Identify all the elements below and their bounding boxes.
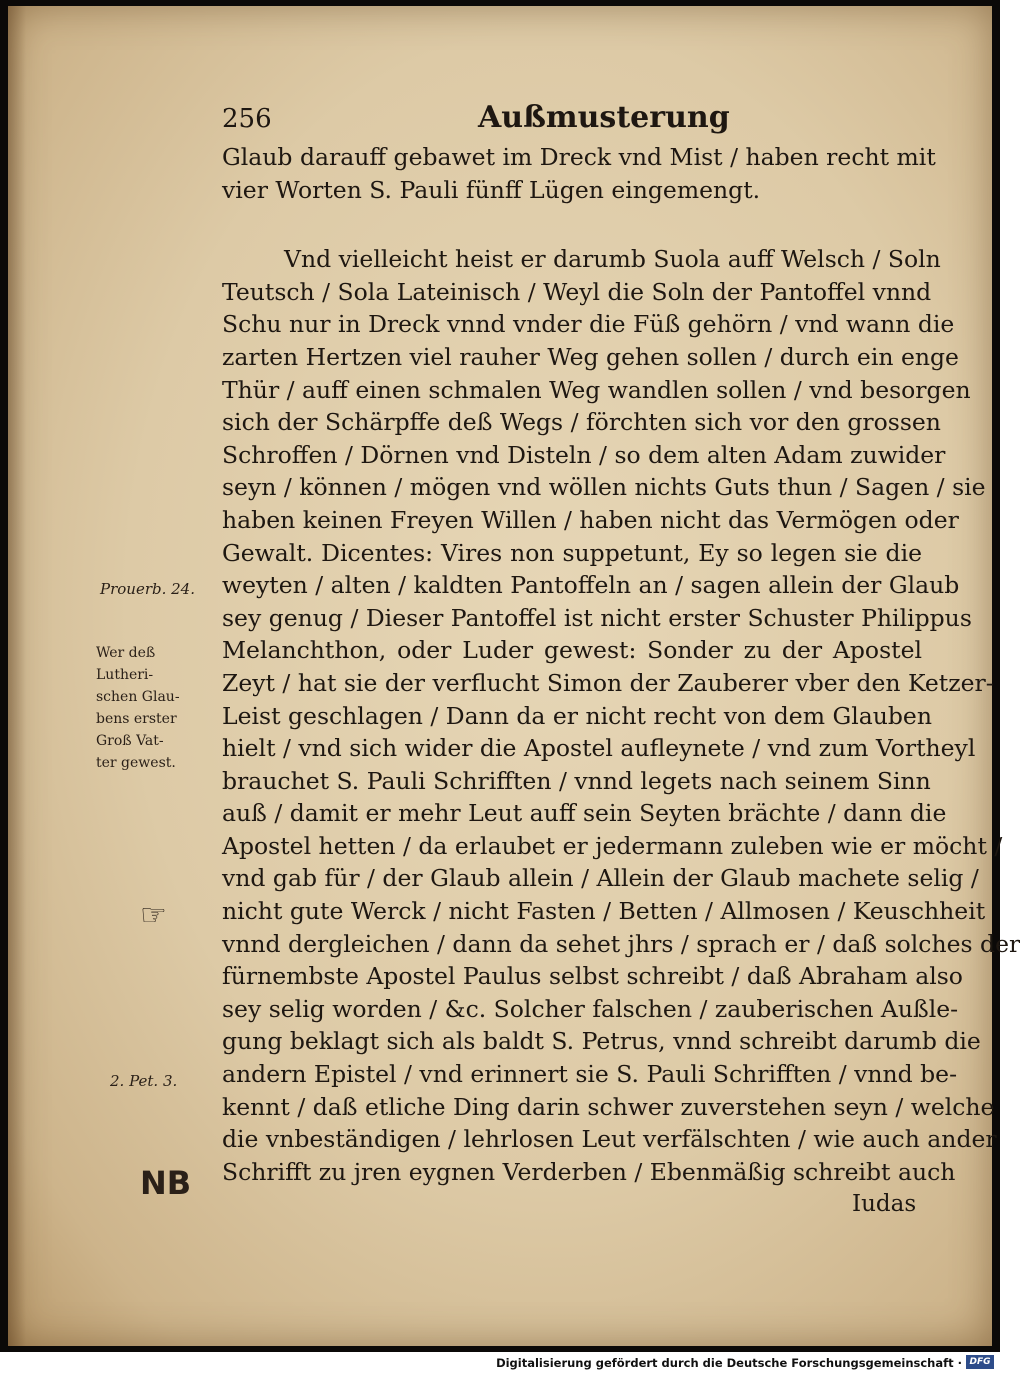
digitization-footer	[0, 1352, 1000, 1374]
text-line: sey genug / Dieser Pantoffel ist nicht erster Schuster Philippus	[222, 603, 972, 632]
dfg-logo-icon: DFG	[966, 1355, 994, 1369]
text-line: vnd gab für / der Glaub allein / Allein der Glaub machete selig /	[222, 864, 979, 893]
text-line: sey selig worden / &c. Solcher falschen / zauberischen Außle-	[222, 994, 959, 1023]
text-line: seyn / können / mögen vnd wöllen nichts Guts thun / Sagen / sie	[222, 473, 986, 502]
text-line: Gewalt. Dicentes: Vires non suppetunt, Ey so legen sie die	[222, 538, 922, 567]
text-line: gung beklagt sich als baldt S. Petrus, vnnd schreibt darumb die	[222, 1027, 981, 1056]
text-line: die vnbeständigen / lehrlosen Leut verfälschten / wie auch ander	[222, 1125, 997, 1154]
marginal-note-line: Groß Vat-	[96, 733, 164, 749]
text-line: Schrifft zu jren eygnen Verderben / Ebenmäßig schreibt auch	[222, 1157, 956, 1186]
text-line: vnnd dergleichen / dann da sehet jhrs / sprach er / daß solches der	[222, 929, 1020, 958]
text-line: auß / damit er mehr Leut auff sein Seyten brächte / dann die	[222, 799, 947, 828]
text-line: vier Worten S. Pauli fünff Lügen eingemengt.	[222, 175, 761, 204]
nota-bene-mark: NB	[140, 1164, 192, 1202]
text-line: Thür / auff einen schmalen Weg wandlen sollen / vnd besorgen	[222, 375, 971, 404]
text-line: hielt / vnd sich wider die Apostel aufleynete / vnd zum Vortheyl	[222, 734, 976, 763]
text-line: brauchet S. Pauli Schrifften / vnnd legets nach seinem Sinn	[222, 766, 931, 795]
text-line: Glaub darauff gebawet im Dreck vnd Mist / haben recht mit	[222, 143, 936, 171]
text-line: weyten / alten / kaldten Pantoffeln an / sagen allein der Glaub	[222, 571, 960, 600]
text-line: fürnembste Apostel Paulus selbst schreibt / daß Abraham also	[222, 962, 963, 991]
text-line: Schu nur in Dreck vnnd vnder die Füß gehörn / vnd wann die	[222, 310, 955, 339]
marginal-note	[96, 642, 208, 774]
text-line: sich der Schärpffe deß Wegs / förchten sich vor den grossen	[222, 408, 941, 437]
marginal-reference-proverbs: Prouerb. 24.	[100, 580, 195, 598]
marginal-note-line: Wer deß	[96, 645, 156, 661]
funding-credit: Digitalisierung gefördert durch die Deutsche Forschungsgemeinschaft ·	[496, 1356, 962, 1370]
text-line: Vnd vielleicht heist er darumb Suola auff Welsch / Soln	[284, 245, 941, 274]
pointing-hand-icon: ☞	[140, 898, 167, 933]
text-line: Zeyt / hat sie der verflucht Simon der Zauberer vber den Ketzer-	[222, 668, 994, 697]
text-line: Melanchthon, oder Luder gewest: Sonder zu der Apostel	[222, 636, 922, 665]
text-line: Leist geschlagen / Dann da er nicht recht von dem Glauben	[222, 701, 932, 730]
marginal-note-line: ter gewest.	[96, 755, 176, 771]
body-text	[222, 141, 1020, 1188]
text-line: haben keinen Freyen Willen / haben nicht das Vermögen oder	[222, 505, 959, 534]
text-line: kennt / daß etliche Ding darin schwer zuverstehen seyn / welche	[222, 1092, 995, 1121]
text-line: Teutsch / Sola Lateinisch / Weyl die Soln der Pantoffel vnnd	[222, 277, 932, 306]
catchword: Iudas	[852, 1191, 917, 1217]
marginal-note-line: Lutheri-	[96, 667, 154, 683]
marginal-reference-peter: 2. Pet. 3.	[110, 1072, 178, 1090]
text-line: zarten Hertzen viel rauher Weg gehen sollen / durch ein enge	[222, 342, 959, 371]
page-header	[222, 100, 918, 140]
marginal-note-line: schen Glau-	[96, 689, 180, 705]
page-left-shadow	[8, 6, 26, 1346]
text-line: nicht gute Werck / nicht Fasten / Betten / Allmosen / Keuschheit	[222, 897, 986, 926]
page-number: 256	[222, 104, 272, 134]
text-line: Apostel hetten / da erlaubet er jedermann zuleben wie er möcht /	[222, 831, 1003, 860]
text-line: andern Epistel / vnd erinnert sie S. Pauli Schrifften / vnnd be-	[222, 1060, 958, 1089]
marginal-note-line: bens erster	[96, 711, 177, 727]
running-head: Außmusterung	[478, 100, 730, 135]
text-line: Schroffen / Dörnen vnd Disteln / so dem alten Adam zuwider	[222, 440, 946, 469]
